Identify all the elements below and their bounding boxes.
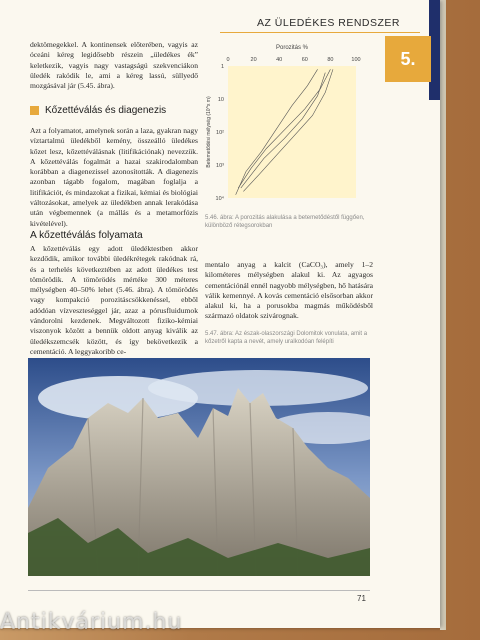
plot-area: [228, 66, 356, 198]
figure-caption-546: 5.46. ábra: A porozitás alakulása a betemetődéstől függően, különböző rétegsorokban: [205, 215, 365, 229]
x-tick-label: 0: [226, 57, 230, 63]
intro-paragraph: [30, 40, 198, 91]
subsection-heading: A kőzettéválás folyamata: [30, 230, 143, 241]
column2-text: mentalo anyag a kalcit (CaCO₃), amely 1–2 kilométeres mélységben alakul ki. Az agyagos cementációnál ennél nagyobb mélységben, hő hatására válik kemennyé. A kovás cementáció elsősorban akkor alakul ki, ha a porusokba magmás működésből származó oldatok szivárognak.: [205, 260, 373, 321]
section-text: Azt a folyamatot, amelynek során a laza, gyakran nagy víztartalmú üledékből kemény, összeálló üledékes kőzet lesz, kőzettéválásnak (litifikációnak) nevezzük. A kőzettéválás fogalmát a hazai szakirodalomban korábban a diagenezissel azonosították. A diagenezis azonban tágabb fogalom, magában foglalja a litifikációt, és mindazokat a fizikai, kémiai és biológiai változásokat, amelyek az üledékben annak lerakódása után végbemennek (a mállás és a metamorfózis kivételével).: [30, 126, 198, 228]
x-tick-label: 20: [250, 57, 257, 63]
x-tick-label: 40: [276, 57, 283, 63]
page-number: 71: [357, 594, 366, 603]
y-tick-label: 10²: [216, 130, 224, 136]
x-ticks: [226, 57, 360, 63]
dolomites-photo: [28, 358, 370, 576]
subsection-paragraph: [30, 244, 198, 357]
heading-square-icon: [30, 106, 39, 115]
y-tick-label: 10³: [216, 163, 224, 169]
x-tick-label: 100: [351, 57, 361, 63]
y-tick-label: 10⁴: [215, 196, 224, 202]
section-heading-text: Kőzettéválás és diagenezis: [45, 105, 167, 116]
footer-rule: [28, 590, 370, 591]
page-edge: [440, 0, 446, 630]
watermark-logo: Antikvárium.hu: [0, 610, 183, 635]
column2-paragraph: [205, 260, 373, 322]
y-axis-label: Betemetődési mélység (10^x m): [206, 96, 212, 168]
y-ticks: [216, 64, 225, 202]
figure-caption-547: 5.47. ábra: Az észak-olaszországi Dolomitok vonulata, amit a kőzetről kapta a nevét, amely uralkodóan felépíti: [205, 331, 368, 345]
running-header: AZ ÜLEDÉKES RENDSZER: [256, 17, 400, 29]
section-heading: [30, 105, 166, 116]
intro-text: dektömegekkel. A kontinensek előterében, vagyis az óceáni kéreg legidősebb részein „üledékes ék” keletkezik, vagyis nagy vastagságú szekvenciákon üledék rakódik le, ami a kéreg lassú, süllyedő mozgásával jár (5.45. ábra).: [30, 40, 198, 91]
section-paragraph: [30, 126, 198, 229]
y-tick-label: 10: [217, 97, 224, 103]
x-axis-label: Porozitás %: [275, 45, 309, 51]
x-tick-label: 60: [301, 57, 308, 63]
x-tick-label: 80: [327, 57, 334, 63]
subsection-text: A kőzettéválás egy adott üledéktestben akkor kezdődik, amikor további üledékrétegek rakódnak rá, és a terhelés következtében az adott üledékes test tömörödik. A tömörödés mértéke 300 méteres mélységben 40–50% lehet (5.46. ábra). A tömörödés vagy kompakció porozitáscsökkenéssel, ebből adódóan vízveszteséggel jár, azaz a pórusfluidumok vándorolni kezdenek. Megváltozott fiziko-kémiai viszonyok között a bennük oldott anyag kiválik az üledékszemcsék között, és így bekövetkezik a cementáció. A leggyakoribb ce-: [30, 244, 198, 356]
y-tick-label: 1: [220, 64, 224, 70]
header-rule: [220, 32, 420, 33]
chapter-number-box: 5.: [385, 36, 431, 82]
porosity-chart: [200, 40, 370, 210]
